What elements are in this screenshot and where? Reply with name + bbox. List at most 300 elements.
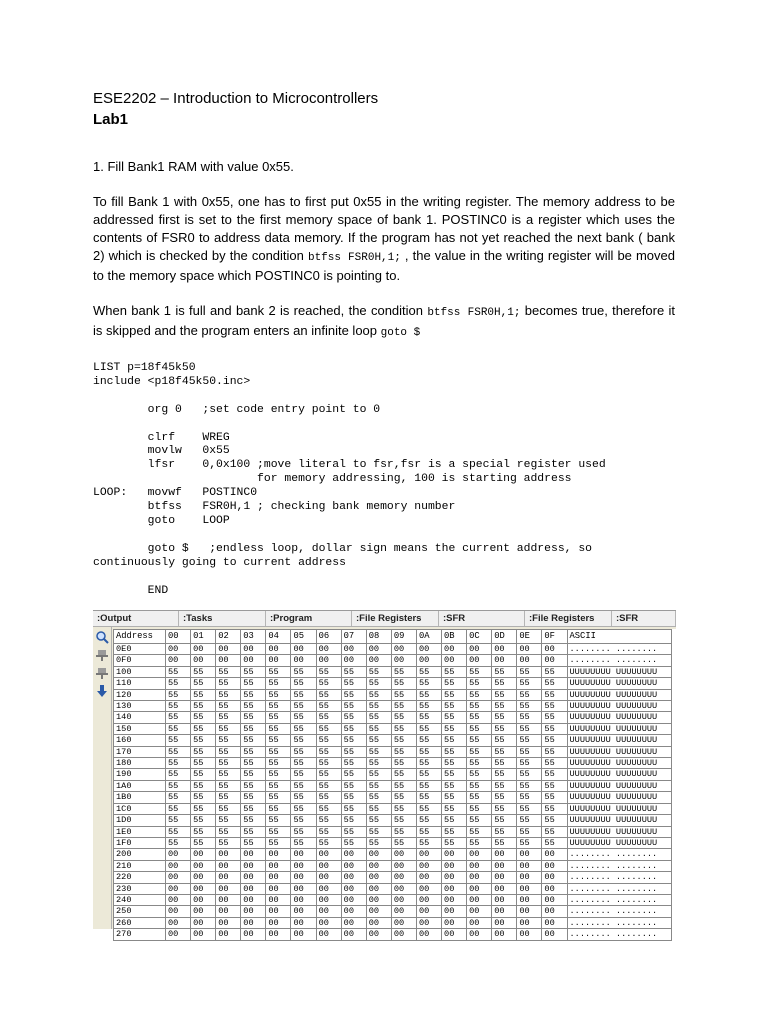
register-cell[interactable]: 55 [341,701,366,712]
register-cell[interactable]: 55 [266,837,291,848]
ide-tab-program[interactable]: :Program [266,611,352,626]
register-cell[interactable]: 55 [442,780,467,791]
register-cell[interactable]: 55 [166,792,191,803]
register-cell[interactable]: 00 [291,872,316,883]
register-cell[interactable]: 55 [517,792,542,803]
register-cell[interactable]: 55 [291,678,316,689]
register-cell[interactable]: 00 [191,929,216,940]
register-cell[interactable]: 00 [366,929,391,940]
register-cell[interactable]: 55 [391,746,416,757]
register-cell[interactable]: 00 [492,872,517,883]
register-cell[interactable]: 55 [191,769,216,780]
register-cell[interactable]: 00 [241,860,266,871]
register-cell[interactable]: 55 [191,803,216,814]
register-cell[interactable]: 00 [291,644,316,655]
register-cell[interactable]: 00 [266,929,291,940]
register-cell[interactable]: 55 [241,837,266,848]
register-cell[interactable]: 55 [191,780,216,791]
register-cell[interactable]: 00 [492,906,517,917]
register-cell[interactable]: 55 [391,723,416,734]
register-cell[interactable]: 00 [191,917,216,928]
register-cell[interactable]: 55 [442,746,467,757]
register-cell[interactable]: 00 [291,917,316,928]
register-cell[interactable]: 00 [442,655,467,666]
register-cell[interactable]: 00 [492,849,517,860]
register-cell[interactable]: 00 [366,872,391,883]
register-cell[interactable]: 55 [341,746,366,757]
register-cell[interactable]: 00 [291,849,316,860]
register-cell[interactable]: 00 [241,917,266,928]
register-cell[interactable]: 00 [391,929,416,940]
register-cell[interactable]: 00 [442,849,467,860]
register-cell[interactable]: 55 [366,803,391,814]
register-cell[interactable]: 55 [341,780,366,791]
register-cell[interactable]: 55 [391,701,416,712]
register-cell[interactable]: 00 [467,883,492,894]
register-cell[interactable]: 55 [241,815,266,826]
register-cell[interactable]: 55 [166,689,191,700]
register-cell[interactable]: 00 [416,872,441,883]
register-cell[interactable]: 55 [266,666,291,677]
register-cell[interactable]: 55 [517,758,542,769]
register-cell[interactable]: 00 [391,872,416,883]
register-cell[interactable]: 55 [542,803,567,814]
register-cell[interactable]: 00 [517,655,542,666]
register-cell[interactable]: 55 [542,815,567,826]
register-cell[interactable]: 00 [266,849,291,860]
ide-tab-output[interactable]: :Output [93,611,179,626]
register-cell[interactable]: 55 [291,689,316,700]
register-cell[interactable]: 55 [366,758,391,769]
register-cell[interactable]: 00 [542,894,567,905]
register-cell[interactable]: 00 [467,894,492,905]
register-cell[interactable]: 55 [216,837,241,848]
register-cell[interactable]: 00 [467,929,492,940]
register-cell[interactable]: 00 [216,917,241,928]
register-cell[interactable]: 00 [291,929,316,940]
register-cell[interactable]: 00 [341,883,366,894]
register-cell[interactable]: 55 [241,826,266,837]
register-cell[interactable]: 55 [442,758,467,769]
register-cell[interactable]: 55 [366,826,391,837]
register-cell[interactable]: 55 [467,735,492,746]
register-cell[interactable]: 00 [467,860,492,871]
register-cell[interactable]: 55 [517,826,542,837]
register-cell[interactable]: 00 [442,906,467,917]
register-cell[interactable]: 00 [467,849,492,860]
register-cell[interactable]: 55 [216,815,241,826]
register-cell[interactable]: 00 [191,894,216,905]
register-cell[interactable]: 55 [366,701,391,712]
register-cell[interactable]: 55 [316,689,341,700]
register-cell[interactable]: 55 [291,712,316,723]
register-cell[interactable]: 55 [492,723,517,734]
register-cell[interactable]: 55 [366,792,391,803]
ide-tab-file-registers[interactable]: :File Registers [525,611,612,626]
register-cell[interactable]: 55 [216,689,241,700]
register-cell[interactable]: 55 [191,758,216,769]
register-cell[interactable]: 55 [166,701,191,712]
register-cell[interactable]: 55 [391,735,416,746]
register-cell[interactable]: 55 [291,769,316,780]
register-cell[interactable]: 55 [442,723,467,734]
pin-icon[interactable] [95,666,109,680]
register-cell[interactable]: 55 [341,678,366,689]
register-cell[interactable]: 00 [366,655,391,666]
register-cell[interactable]: 55 [166,780,191,791]
register-cell[interactable]: 00 [166,655,191,666]
register-cell[interactable]: 55 [542,758,567,769]
register-cell[interactable]: 55 [241,803,266,814]
register-cell[interactable]: 55 [366,735,391,746]
register-cell[interactable]: 00 [416,860,441,871]
register-cell[interactable]: 55 [341,723,366,734]
register-cell[interactable]: 55 [542,746,567,757]
register-cell[interactable]: 55 [492,758,517,769]
register-cell[interactable]: 00 [542,644,567,655]
register-cell[interactable]: 55 [316,712,341,723]
register-cell[interactable]: 55 [241,780,266,791]
register-cell[interactable]: 00 [366,894,391,905]
register-cell[interactable]: 55 [166,712,191,723]
register-cell[interactable]: 55 [266,758,291,769]
register-cell[interactable]: 55 [416,758,441,769]
register-cell[interactable]: 00 [241,883,266,894]
register-cell[interactable]: 55 [542,723,567,734]
register-cell[interactable]: 00 [341,655,366,666]
register-cell[interactable]: 55 [216,746,241,757]
register-cell[interactable]: 55 [416,837,441,848]
register-cell[interactable]: 55 [241,769,266,780]
register-cell[interactable]: 55 [266,735,291,746]
register-cell[interactable]: 55 [542,689,567,700]
register-cell[interactable]: 55 [316,735,341,746]
register-cell[interactable]: 00 [266,872,291,883]
register-cell[interactable]: 55 [266,769,291,780]
register-cell[interactable]: 55 [266,723,291,734]
register-cell[interactable]: 55 [291,803,316,814]
register-cell[interactable]: 55 [341,792,366,803]
register-cell[interactable]: 55 [467,780,492,791]
register-cell[interactable]: 55 [492,746,517,757]
register-cell[interactable]: 55 [391,678,416,689]
register-cell[interactable]: 55 [467,689,492,700]
register-cell[interactable]: 55 [391,803,416,814]
register-cell[interactable]: 00 [216,849,241,860]
register-cell[interactable]: 55 [266,712,291,723]
register-cell[interactable]: 00 [191,883,216,894]
register-cell[interactable]: 55 [517,769,542,780]
register-cell[interactable]: 00 [166,860,191,871]
register-cell[interactable]: 55 [241,712,266,723]
register-cell[interactable]: 55 [266,815,291,826]
register-cell[interactable]: 00 [391,906,416,917]
register-cell[interactable]: 00 [391,655,416,666]
register-cell[interactable]: 55 [216,769,241,780]
register-cell[interactable]: 55 [316,837,341,848]
register-cell[interactable]: 00 [467,644,492,655]
register-cell[interactable]: 00 [467,872,492,883]
register-cell[interactable]: 55 [341,826,366,837]
pin-icon[interactable] [95,648,109,662]
register-cell[interactable]: 00 [391,894,416,905]
register-cell[interactable]: 55 [391,666,416,677]
register-cell[interactable]: 00 [542,849,567,860]
register-cell[interactable]: 55 [542,701,567,712]
register-cell[interactable]: 00 [517,872,542,883]
register-cell[interactable]: 00 [191,906,216,917]
register-cell[interactable]: 55 [191,792,216,803]
register-cell[interactable]: 55 [467,769,492,780]
register-cell[interactable]: 55 [316,803,341,814]
register-cell[interactable]: 55 [191,735,216,746]
register-cell[interactable]: 00 [467,655,492,666]
register-cell[interactable]: 55 [266,746,291,757]
register-cell[interactable]: 55 [316,792,341,803]
register-cell[interactable]: 55 [492,780,517,791]
register-cell[interactable]: 00 [492,860,517,871]
register-cell[interactable]: 55 [391,815,416,826]
register-cell[interactable]: 55 [442,712,467,723]
register-cell[interactable]: 55 [166,735,191,746]
register-cell[interactable]: 55 [542,780,567,791]
register-cell[interactable]: 55 [442,769,467,780]
register-cell[interactable]: 55 [266,803,291,814]
register-cell[interactable]: 00 [391,917,416,928]
register-cell[interactable]: 55 [517,803,542,814]
register-cell[interactable]: 00 [341,929,366,940]
register-cell[interactable]: 55 [492,689,517,700]
register-cell[interactable]: 55 [316,701,341,712]
register-cell[interactable]: 55 [492,792,517,803]
register-cell[interactable]: 55 [366,666,391,677]
register-cell[interactable]: 00 [416,929,441,940]
register-cell[interactable]: 00 [316,849,341,860]
register-cell[interactable]: 55 [492,803,517,814]
register-cell[interactable]: 55 [216,826,241,837]
register-cell[interactable]: 55 [492,712,517,723]
register-cell[interactable]: 00 [542,929,567,940]
register-cell[interactable]: 55 [542,712,567,723]
register-cell[interactable]: 00 [316,894,341,905]
ide-tab-sfr[interactable]: :SFR [612,611,676,626]
register-cell[interactable]: 55 [241,723,266,734]
register-cell[interactable]: 55 [266,792,291,803]
register-cell[interactable]: 00 [442,872,467,883]
register-cell[interactable]: 55 [391,826,416,837]
register-cell[interactable]: 55 [416,803,441,814]
register-cell[interactable]: 00 [266,644,291,655]
register-cell[interactable]: 00 [166,894,191,905]
register-cell[interactable]: 55 [467,746,492,757]
register-cell[interactable]: 55 [341,758,366,769]
arrow-down-icon[interactable] [95,684,109,698]
register-cell[interactable]: 55 [291,701,316,712]
register-cell[interactable]: 55 [191,746,216,757]
register-cell[interactable]: 55 [467,758,492,769]
register-cell[interactable]: 55 [416,701,441,712]
register-cell[interactable]: 55 [517,723,542,734]
register-cell[interactable]: 55 [442,735,467,746]
register-cell[interactable]: 00 [266,906,291,917]
register-cell[interactable]: 55 [241,746,266,757]
register-cell[interactable]: 55 [542,769,567,780]
register-cell[interactable]: 55 [442,826,467,837]
register-cell[interactable]: 00 [442,644,467,655]
register-cell[interactable]: 55 [416,746,441,757]
register-cell[interactable]: 55 [492,701,517,712]
register-cell[interactable]: 55 [391,689,416,700]
register-cell[interactable]: 00 [542,655,567,666]
register-cell[interactable]: 55 [216,701,241,712]
register-cell[interactable]: 00 [166,883,191,894]
register-cell[interactable]: 55 [291,666,316,677]
register-cell[interactable]: 00 [316,917,341,928]
register-cell[interactable]: 00 [166,917,191,928]
register-cell[interactable]: 00 [241,655,266,666]
register-cell[interactable]: 00 [442,860,467,871]
register-cell[interactable]: 00 [241,894,266,905]
register-cell[interactable]: 55 [241,701,266,712]
register-cell[interactable]: 55 [166,746,191,757]
register-cell[interactable]: 55 [416,792,441,803]
register-cell[interactable]: 55 [366,815,391,826]
register-cell[interactable]: 00 [492,644,517,655]
register-cell[interactable]: 55 [492,678,517,689]
register-cell[interactable]: 55 [416,735,441,746]
register-cell[interactable]: 00 [216,655,241,666]
register-cell[interactable]: 00 [442,894,467,905]
register-cell[interactable]: 00 [241,906,266,917]
register-cell[interactable]: 00 [416,883,441,894]
register-cell[interactable]: 55 [241,666,266,677]
register-cell[interactable]: 00 [467,917,492,928]
register-cell[interactable]: 55 [191,712,216,723]
register-cell[interactable]: 55 [366,678,391,689]
register-cell[interactable]: 00 [542,860,567,871]
register-cell[interactable]: 00 [316,860,341,871]
register-cell[interactable]: 00 [291,906,316,917]
register-cell[interactable]: 55 [391,769,416,780]
register-cell[interactable]: 00 [366,906,391,917]
register-cell[interactable]: 00 [517,849,542,860]
register-cell[interactable]: 55 [316,666,341,677]
register-cell[interactable]: 55 [316,769,341,780]
register-cell[interactable]: 00 [266,655,291,666]
register-cell[interactable]: 55 [316,723,341,734]
register-cell[interactable]: 00 [416,906,441,917]
register-cell[interactable]: 00 [492,929,517,940]
register-cell[interactable]: 00 [316,644,341,655]
register-cell[interactable]: 00 [517,894,542,905]
register-cell[interactable]: 00 [266,860,291,871]
register-cell[interactable]: 55 [517,837,542,848]
register-cell[interactable]: 55 [416,712,441,723]
register-cell[interactable]: 55 [291,815,316,826]
register-cell[interactable]: 55 [291,735,316,746]
register-cell[interactable]: 55 [492,815,517,826]
register-cell[interactable]: 55 [416,780,441,791]
register-cell[interactable]: 55 [216,735,241,746]
register-cell[interactable]: 00 [191,872,216,883]
register-cell[interactable]: 55 [316,678,341,689]
register-cell[interactable]: 55 [366,769,391,780]
register-cell[interactable]: 55 [216,780,241,791]
register-cell[interactable]: 55 [542,666,567,677]
register-cell[interactable]: 55 [492,735,517,746]
register-cell[interactable]: 55 [166,769,191,780]
register-cell[interactable]: 55 [316,746,341,757]
register-cell[interactable]: 00 [416,917,441,928]
register-cell[interactable]: 00 [316,906,341,917]
register-cell[interactable]: 55 [291,837,316,848]
register-cell[interactable]: 00 [416,655,441,666]
register-cell[interactable]: 55 [517,666,542,677]
register-cell[interactable]: 55 [467,712,492,723]
register-cell[interactable]: 55 [391,712,416,723]
register-cell[interactable]: 55 [492,769,517,780]
register-cell[interactable]: 55 [341,769,366,780]
register-cell[interactable]: 55 [341,666,366,677]
register-cell[interactable]: 55 [517,701,542,712]
register-cell[interactable]: 55 [191,815,216,826]
register-cell[interactable]: 00 [492,894,517,905]
register-cell[interactable]: 00 [241,872,266,883]
register-cell[interactable]: 55 [517,689,542,700]
register-cell[interactable]: 55 [291,826,316,837]
ide-tab-sfr[interactable]: :SFR [439,611,525,626]
register-cell[interactable]: 55 [442,666,467,677]
register-cell[interactable]: 55 [291,723,316,734]
register-cell[interactable]: 55 [341,689,366,700]
register-cell[interactable]: 55 [191,837,216,848]
register-cell[interactable]: 55 [166,815,191,826]
register-cell[interactable]: 55 [166,678,191,689]
register-cell[interactable]: 55 [416,815,441,826]
register-cell[interactable]: 00 [341,872,366,883]
register-cell[interactable]: 55 [467,678,492,689]
register-cell[interactable]: 55 [216,666,241,677]
register-cell[interactable]: 55 [416,689,441,700]
register-cell[interactable]: 00 [391,860,416,871]
register-cell[interactable]: 00 [166,872,191,883]
register-cell[interactable]: 55 [467,826,492,837]
register-cell[interactable]: 55 [366,723,391,734]
register-cell[interactable]: 55 [467,666,492,677]
register-cell[interactable]: 55 [517,678,542,689]
register-cell[interactable]: 55 [442,815,467,826]
register-cell[interactable]: 00 [341,849,366,860]
register-cell[interactable]: 55 [366,746,391,757]
register-cell[interactable]: 55 [316,815,341,826]
register-cell[interactable]: 55 [366,780,391,791]
register-cell[interactable]: 00 [291,655,316,666]
register-cell[interactable]: 00 [316,929,341,940]
register-cell[interactable]: 55 [492,666,517,677]
register-cell[interactable]: 55 [442,678,467,689]
register-cell[interactable]: 55 [191,666,216,677]
register-cell[interactable]: 00 [341,644,366,655]
register-cell[interactable]: 00 [366,849,391,860]
register-cell[interactable]: 55 [467,723,492,734]
register-cell[interactable]: 00 [517,929,542,940]
register-cell[interactable]: 00 [216,894,241,905]
register-cell[interactable]: 00 [341,906,366,917]
register-cell[interactable]: 55 [517,712,542,723]
register-cell[interactable]: 00 [391,849,416,860]
register-cell[interactable]: 00 [191,860,216,871]
register-cell[interactable]: 55 [341,712,366,723]
